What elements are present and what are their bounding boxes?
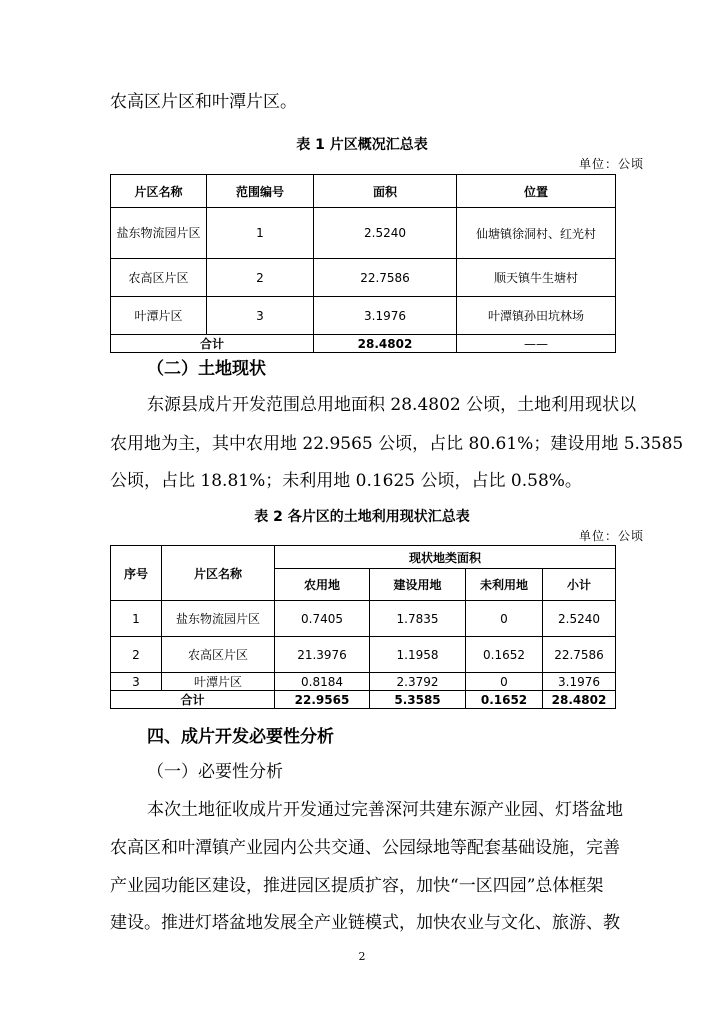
table1-total-row	[111, 335, 616, 353]
table2-header-area-name: 片区名称	[162, 546, 275, 601]
table1-total-location: ——	[457, 335, 616, 353]
table2-total-label: 合计	[111, 691, 275, 709]
section-heading-necessity: 四、成片开发必要性分析	[147, 727, 334, 747]
table2-cell: 1.7835	[370, 601, 466, 637]
table2-total-row	[111, 691, 616, 709]
subheading-necessity-analysis: （一）必要性分析	[147, 762, 283, 782]
table-row	[111, 297, 616, 335]
table2-cell: 3	[111, 673, 162, 691]
table2-cell: 0	[466, 601, 543, 637]
table2-header-subtotal: 小计	[543, 569, 616, 601]
table1-cell: 2.5240	[314, 208, 457, 259]
table2-cell: 22.7586	[543, 637, 616, 673]
table2-header-farmland: 农用地	[275, 569, 370, 601]
table2-header-unused: 未利用地	[466, 569, 543, 601]
necessity-line-4: 建设。推进灯塔盆地发展全产业链模式，加快农业与文化、旅游、教	[110, 913, 620, 933]
table1-cell: 农高区片区	[111, 259, 207, 297]
table2-cell: 2.5240	[543, 601, 616, 637]
table1-header-location: 位置	[457, 175, 616, 208]
table2-cell: 1	[111, 601, 162, 637]
table2-cell: 1.1958	[370, 637, 466, 673]
table1-cell: 3	[207, 297, 314, 335]
table2-caption: 表 2 各片区的土地利用现状汇总表	[254, 509, 470, 525]
table-row	[111, 259, 616, 297]
table1-header-row	[111, 175, 616, 208]
table1-total-area: 28.4802	[314, 335, 457, 353]
table1-cell: 叶潭片区	[111, 297, 207, 335]
table1-cell: 叶潭镇孙田坑林场	[457, 297, 616, 335]
table1-header-area: 面积	[314, 175, 457, 208]
table1-cell: 仙塘镇徐洞村、红光村	[457, 208, 616, 259]
table2-header-group: 现状地类面积	[275, 546, 616, 569]
table2-total-subtotal: 28.4802	[543, 691, 616, 709]
table2-header-row-1	[111, 546, 616, 569]
table2-total-farmland: 22.9565	[275, 691, 370, 709]
table1-cell: 1	[207, 208, 314, 259]
table2-cell: 3.1976	[543, 673, 616, 691]
table-row	[111, 601, 616, 637]
table1-unit: 单位：公顷	[578, 157, 644, 171]
table1	[110, 174, 616, 353]
intro-paragraph-end: 农高区片区和叶潭片区。	[110, 92, 297, 112]
table1-cell: 3.1976	[314, 297, 457, 335]
table1-cell: 盐东物流园片区	[111, 208, 207, 259]
table2-cell: 0.7405	[275, 601, 370, 637]
table2-cell: 21.3976	[275, 637, 370, 673]
table1-total-label: 合计	[111, 335, 314, 353]
table1-caption: 表 1 片区概况汇总表	[296, 137, 428, 153]
table2-cell: 2.3792	[370, 673, 466, 691]
table2-unit: 单位：公顷	[578, 529, 644, 543]
table1-cell: 顺天镇牛生塘村	[457, 259, 616, 297]
table-row	[111, 208, 616, 259]
table2-total-construction: 5.3585	[370, 691, 466, 709]
land-status-line-2: 农用地为主，其中农用地 22.9565 公顷，占比 80.61%；建设用地 5.3585	[110, 434, 684, 454]
table2-cell: 叶潭片区	[162, 673, 275, 691]
table2	[110, 545, 616, 709]
table2-cell: 农高区片区	[162, 637, 275, 673]
land-status-line-3: 公顷，占比 18.81%；未利用地 0.1625 公顷，占比 0.58%。	[110, 471, 582, 491]
table2-header-construction: 建设用地	[370, 569, 466, 601]
table1-cell: 2	[207, 259, 314, 297]
land-status-line-1: 东源县成片开发范围总用地面积 28.4802 公顷，土地利用现状以	[147, 395, 637, 415]
table-row	[111, 673, 616, 691]
necessity-line-3: 产业园功能区建设，推进园区提质扩容，加快“一区四园”总体框架	[110, 876, 604, 896]
table2-cell: 0	[466, 673, 543, 691]
table2-cell: 0.1652	[466, 637, 543, 673]
table2-cell: 0.8184	[275, 673, 370, 691]
page-number: 2	[358, 950, 366, 963]
necessity-line-1: 本次土地征收成片开发通过完善深河共建东源产业园、灯塔盆地	[147, 800, 623, 820]
table-row	[111, 637, 616, 673]
table2-total-unused: 0.1652	[466, 691, 543, 709]
table2-cell: 盐东物流园片区	[162, 601, 275, 637]
table1-header-range-no: 范围编号	[207, 175, 314, 208]
table1-cell: 22.7586	[314, 259, 457, 297]
section-heading-land-status: （二）土地现状	[147, 359, 266, 379]
necessity-line-2: 农高区和叶潭镇产业园内公共交通、公园绿地等配套基础设施，完善	[110, 838, 620, 858]
table1-header-area-name: 片区名称	[111, 175, 207, 208]
table2-header-seq: 序号	[111, 546, 162, 601]
table2-cell: 2	[111, 637, 162, 673]
